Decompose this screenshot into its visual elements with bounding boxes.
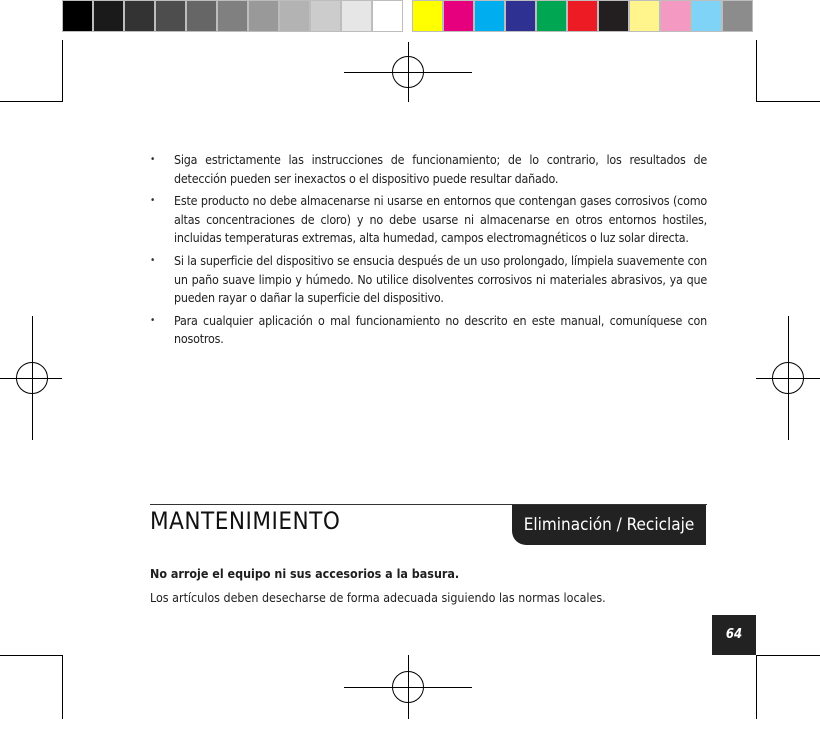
crop-mark xyxy=(0,655,63,656)
list-item xyxy=(150,192,707,248)
color-swatch xyxy=(505,0,536,32)
list-item-text: Para cualquier aplicación o mal funcionamiento no descrito en este manual, comuníquese con nosotros. xyxy=(174,312,707,347)
crop-mark xyxy=(756,655,820,656)
gray-swatch xyxy=(155,0,186,32)
gray-swatch xyxy=(93,0,124,32)
crop-mark xyxy=(756,101,820,102)
color-swatch xyxy=(474,0,505,32)
gray-swatch xyxy=(310,0,341,32)
crop-mark xyxy=(62,655,63,719)
precautions-list xyxy=(150,151,707,353)
gray-swatch xyxy=(248,0,279,32)
crop-mark xyxy=(756,655,757,719)
bullet-icon: • xyxy=(150,154,156,165)
list-item-text: Siga estrictamente las instrucciones de funcionamiento; de lo contrario, los resultados de detección pueden ser inexactos o el dispositivo puede resultar dañado. xyxy=(174,152,707,186)
color-swatch xyxy=(598,0,629,32)
list-item-text: Si la superficie del dispositivo se ensucia después de un uso prolongado, límpiela suavemente con un paño suave limpio y húmedo. No utilice disolventes corrosivos ni materiales abrasivos, ya que pueden rayar o dañar la superficie del dispositivo. xyxy=(174,252,707,306)
gray-swatch xyxy=(341,0,372,32)
crop-mark xyxy=(0,101,63,102)
gray-swatch xyxy=(217,0,248,32)
color-swatch xyxy=(722,0,753,32)
gray-swatch xyxy=(62,0,93,32)
color-swatch xyxy=(412,0,443,32)
crop-mark xyxy=(62,40,63,102)
disposal-instructions: Los artículos deben desecharse de forma adecuada siguiendo las normas locales. xyxy=(150,590,606,605)
section-title: MANTENIMIENTO xyxy=(150,507,341,535)
color-swatch xyxy=(567,0,598,32)
gray-swatch xyxy=(124,0,155,32)
bullet-icon: • xyxy=(150,254,156,266)
color-swatch xyxy=(443,0,474,32)
list-item xyxy=(150,312,707,349)
list-item xyxy=(150,252,707,308)
disposal-warning: No arroje el equipo ni sus accesorios a la basura. xyxy=(150,566,460,581)
color-calibration-bar xyxy=(62,0,753,32)
section-badge: Eliminación / Reciclaje xyxy=(512,505,706,545)
page-number: 64 xyxy=(712,615,756,655)
color-swatch xyxy=(629,0,660,32)
gray-swatch xyxy=(372,0,403,32)
color-swatch xyxy=(691,0,722,32)
color-swatch xyxy=(660,0,691,32)
list-item xyxy=(150,151,707,188)
color-swatch xyxy=(536,0,567,32)
gray-swatch xyxy=(279,0,310,32)
crop-mark xyxy=(756,40,757,102)
list-item-text: Este producto no debe almacenarse ni usarse en entornos que contengan gases corrosivos (como altas concentraciones de cloro) y no debe usarse ni almacenarse en otros entornos hostiles, incluidas temperaturas extremas, alta humedad, campos electromagnéticos o luz solar directa. xyxy=(174,193,707,246)
bullet-icon: • xyxy=(150,195,156,207)
bullet-icon: • xyxy=(150,314,156,326)
gray-swatch xyxy=(186,0,217,32)
